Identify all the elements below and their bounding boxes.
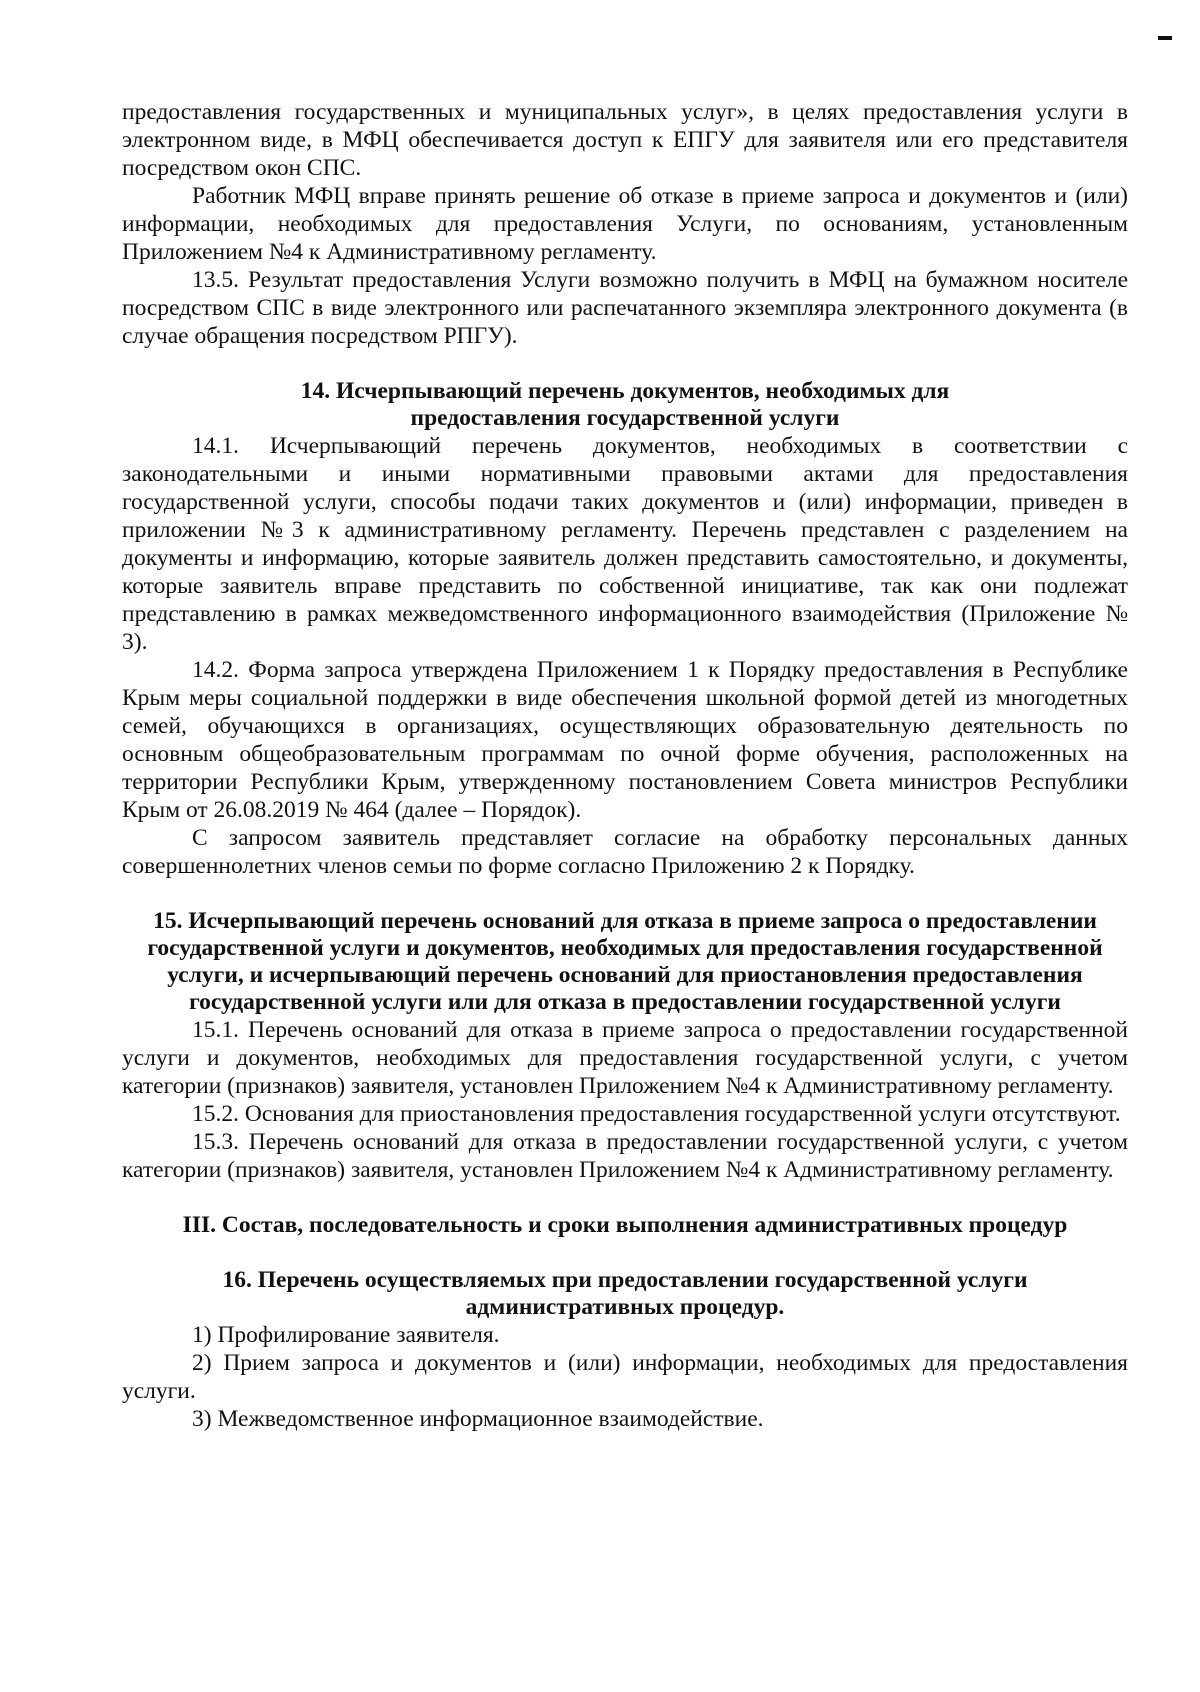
- intro-paragraph-2: Работник МФЦ вправе принять решение об отказе в приеме запроса и документов и (или) информации, необходимых для предоставления Услуги, по основаниям, установленным Приложением №4 к Административному регламенту.: [122, 183, 1128, 265]
- document-page: [122, 98, 1128, 1433]
- section-16-item-1: 1) Профилирование заявителя.: [192, 1322, 500, 1348]
- page-corner-mark: [1158, 36, 1172, 40]
- section-15-paragraph-2: 15.2. Основания для приостановления предоставления государственной услуги отсутствуют.: [192, 1101, 1121, 1127]
- section-15-paragraph-3: 15.3. Перечень оснований для отказа в предоставлении государственной услуги, с учетом категории (признаков) заявителя, установлен Приложением №4 к Административному регламенту.: [122, 1129, 1128, 1183]
- section-14-paragraph-1: 14.1. Исчерпывающий перечень документов, необходимых в соответствии с законодательными и иными нормативными правовыми актами для предоставления государственной услуги, способы подачи таких документов и (или) информации, приведен в приложении №3 к административному регламенту. Перечень представлен с разделением на документы и информацию, которые заявитель должен представить самостоятельно, и документы, которые заявитель вправе представить по собственной инициативе, так как они подлежат представлению в рамках межведомственного информационного взаимодействия (Приложение № 3).: [122, 433, 1128, 655]
- intro-paragraph-3: 13.5. Результат предоставления Услуги возможно получить в МФЦ на бумажном носителе посредством СПС в виде электронного или распечатанного экземпляра электронного документа (в случае обращения посредством РПГУ).: [122, 267, 1128, 349]
- intro-paragraph-1: предоставления государственных и муниципальных услуг», в целях предоставления услуги в электронном виде, в МФЦ обеспечивается доступ к ЕПГУ для заявителя или его представителя посредством окон СПС.: [122, 99, 1128, 181]
- section-16-title: 16. Перечень осуществляемых при предоставлении государственной услуги административных процедур.: [222, 1267, 1028, 1320]
- section-16-item-2: 2) Прием запроса и документов и (или) информации, необходимых для предоставления услуги.: [122, 1350, 1128, 1404]
- section-15-title: 15. Исчерпывающий перечень оснований для отказа в приеме запроса о предоставлении государственной услуги и документов, необходимых для предоставления государственной услуги, и исчерпывающий перечень оснований для приостановления предоставления государственной услуги или для отказа в предоставлении государственной услуги: [147, 908, 1103, 1015]
- section-16-item-3: 3) Межведомственное информационное взаимодействие.: [192, 1406, 764, 1432]
- section-15-paragraph-1: 15.1. Перечень оснований для отказа в приеме запроса о предоставлении государственной услуги и документов, необходимых для предоставления государственной услуги, с учетом категории (признаков) заявителя, установлен Приложением №4 к Административному регламенту.: [122, 1017, 1128, 1099]
- section-14-title: 14. Исчерпывающий перечень документов, необходимых для предоставления государственной услуги: [300, 378, 950, 431]
- section-14-paragraph-2: 14.2. Форма запроса утверждена Приложением 1 к Порядку предоставления в Республике Крым меры социальной поддержки в виде обеспечения школьной формой детей из многодетных семей, обучающихся в организациях, осуществляющих образовательную деятельность по основным общеобразовательным программам по очной форме обучения, расположенных на территории Республики Крым, утвержденному постановлением Совета министров Республики Крым от 26.08.2019 № 464 (далее – Порядок).: [122, 657, 1128, 823]
- section-14-paragraph-3: С запросом заявитель представляет согласие на обработку персональных данных совершеннолетних членов семьи по форме согласно Приложению 2 к Порядку.: [122, 825, 1128, 879]
- section-iii-title: III. Состав, последовательность и сроки выполнения административных процедур: [182, 1212, 1068, 1238]
